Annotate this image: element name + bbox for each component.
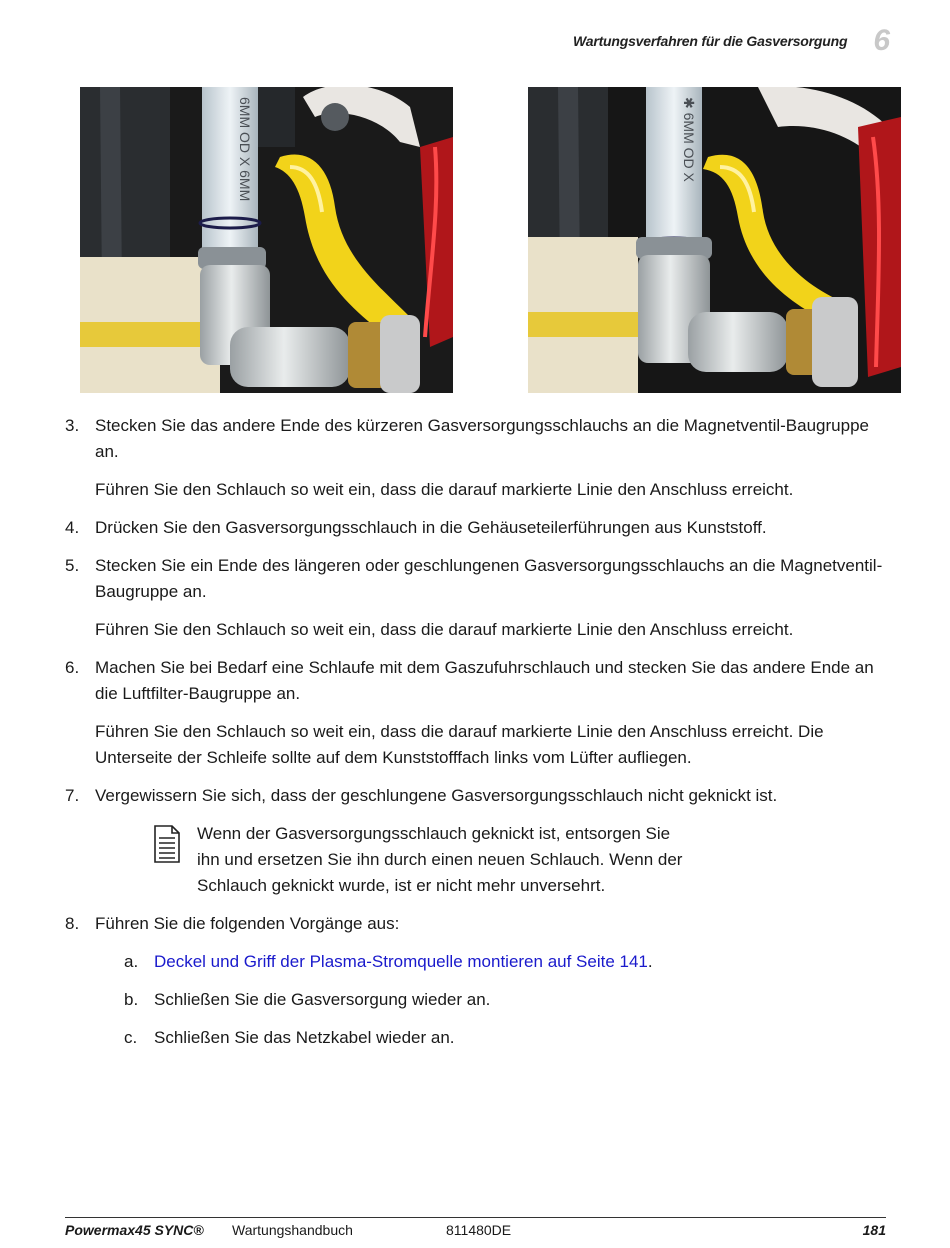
step-number: 5. xyxy=(65,556,80,575)
step-4 xyxy=(65,515,895,541)
step-6 xyxy=(65,655,895,707)
step-5 xyxy=(65,553,895,605)
step-number: 3. xyxy=(65,416,80,435)
tube-print-text: ✱ 6MM OD X xyxy=(681,97,697,182)
substep-letter: b. xyxy=(124,990,139,1009)
step-text: Stecken Sie das andere Ende des kürzeren Gasversorgungsschlauchs an die Magnetventil-Baugruppe an. xyxy=(95,416,869,461)
substep-text xyxy=(154,949,653,975)
photo-tube-inserted xyxy=(528,87,901,393)
step-3 xyxy=(65,413,895,465)
step-text: Vergewissern Sie sich, dass der geschlungene Gasversorgungsschlauch nicht geknickt ist. xyxy=(95,786,778,805)
tube-print-text: 6MM OD X 6MM xyxy=(237,97,253,202)
step-text: Führen Sie die folgenden Vorgänge aus: xyxy=(95,914,400,933)
substep-a xyxy=(124,949,895,975)
step-number: 7. xyxy=(65,786,80,805)
step-text: Drücken Sie den Gasversorgungsschlauch in die Gehäuseteilerführungen aus Kunststoff. xyxy=(95,518,767,537)
note-icon xyxy=(153,825,181,863)
instructions xyxy=(65,413,895,1063)
substep-b xyxy=(124,987,895,1013)
note-text: Wenn der Gasversorgungsschlauch geknickt ist, entsorgen Sie ihn und ersetzen Sie ihn durch einen neuen Schlauch. Wenn der Schlauch geknickt wurde, ist er nicht mehr unversehrt. xyxy=(197,824,683,895)
substep-text: Schließen Sie die Gasversorgung wieder an. xyxy=(154,990,491,1009)
step-5-detail: Führen Sie den Schlauch so weit ein, dass die darauf markierte Linie den Anschluss erreicht. xyxy=(95,620,794,639)
product-name: Powermax45 SYNC® xyxy=(65,1222,204,1238)
note-box xyxy=(153,821,895,899)
step-number: 4. xyxy=(65,518,80,537)
substep-letter: a. xyxy=(124,952,139,971)
substep-text: Schließen Sie das Netzkabel wieder an. xyxy=(154,1028,455,1047)
substep-letter: c. xyxy=(124,1028,138,1047)
chapter-number: 6 xyxy=(873,24,890,57)
step-text: Machen Sie bei Bedarf eine Schlaufe mit dem Gaszufuhrschlauch und stecken Sie das andere Ende an die Luftfilter-Baugruppe an. xyxy=(95,658,874,703)
step-6-detail: Führen Sie den Schlauch so weit ein, dass die darauf markierte Linie den Anschluss erreicht. Die Unterseite der Schleife sollte auf dem Kunststofffach links vom Lüfter aufliegen. xyxy=(95,722,824,767)
section-title: Wartungsverfahren für die Gasversorgung xyxy=(572,33,848,49)
footer-divider xyxy=(65,1217,886,1218)
step-number: 8. xyxy=(65,914,80,933)
page-header xyxy=(573,24,890,58)
photo-tube-before-insertion xyxy=(80,87,453,393)
document-code: 811480DE xyxy=(446,1222,512,1238)
step-3-detail: Führen Sie den Schlauch so weit ein, dass die darauf markierte Linie den Anschluss erreicht. xyxy=(95,480,794,499)
step-7 xyxy=(65,783,895,809)
step-number: 6. xyxy=(65,658,80,677)
page-number: 181 xyxy=(862,1222,886,1238)
substep-c xyxy=(124,1025,895,1051)
step-text: Stecken Sie ein Ende des längeren oder geschlungenen Gasversorgungsschlauchs an die Magnetventil-Baugruppe an. xyxy=(95,556,883,601)
link-trailing-period: . xyxy=(647,952,653,971)
cross-reference-link[interactable]: Deckel und Griff der Plasma-Stromquelle montieren auf Seite 141 xyxy=(154,952,648,971)
step-8 xyxy=(65,911,895,937)
document-title: Wartungshandbuch xyxy=(232,1222,353,1238)
